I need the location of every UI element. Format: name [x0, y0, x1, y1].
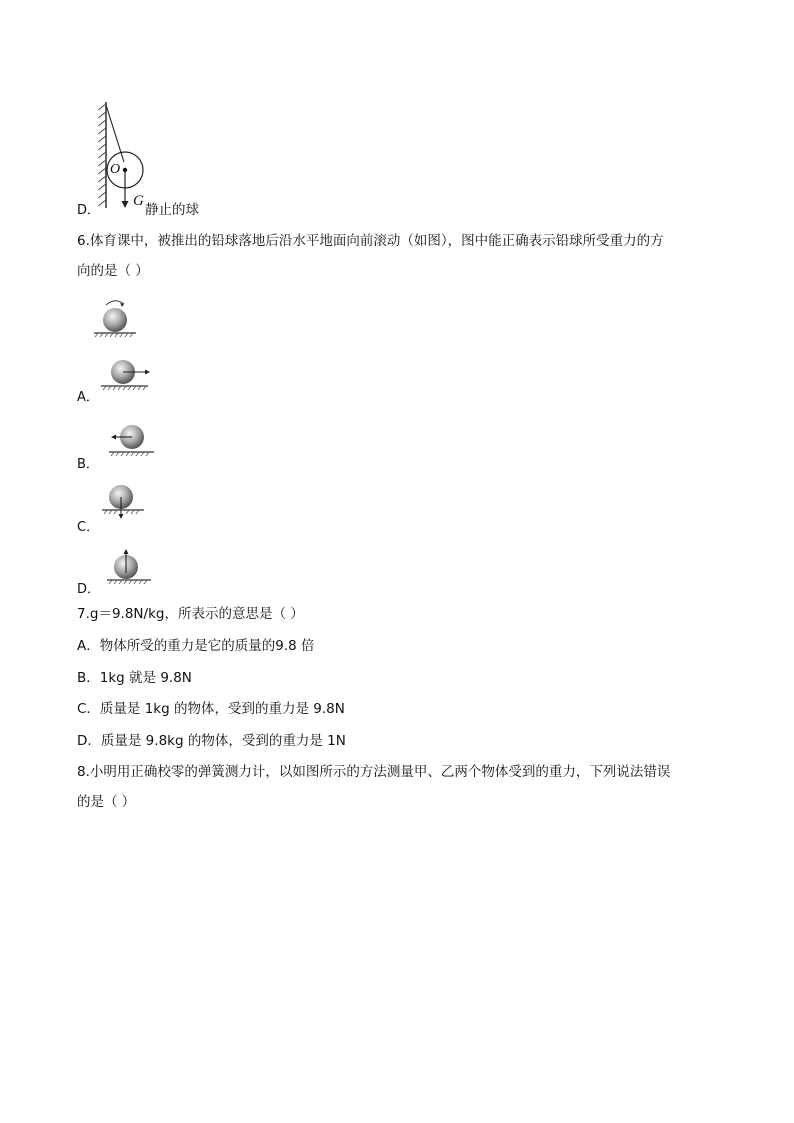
q5-force-label: G: [133, 193, 144, 209]
q7-option-c[interactable]: C．质量是 1kg 的物体，受到的重力是 9.8N: [77, 701, 345, 717]
q6-option-b-label: B．: [77, 457, 99, 472]
q6-option-a-figure[interactable]: [98, 356, 154, 392]
q6-option-d-figure[interactable]: [105, 545, 157, 587]
q6-option-d-label: D．: [77, 582, 101, 597]
q7-stem: 7.g＝9.8N/kg，所表示的意思是（ ）: [77, 606, 304, 622]
q6-option-c-label: C．: [77, 520, 100, 535]
q6-option-b-figure[interactable]: [106, 422, 158, 458]
q7-option-a[interactable]: A．物体所受的重力是它的质量的9.8 倍: [77, 638, 315, 654]
q5-figure-caption: 静止的球: [145, 202, 199, 218]
q6-option-a-label: A．: [77, 390, 99, 405]
q6-reference-figure: [92, 296, 142, 340]
q6-stem-line1: 6.体育课中，被推出的铅球落地后沿水平地面向前滚动（如图），图中能正确表示铅球所受重力的方: [77, 233, 664, 249]
q6-option-c-figure[interactable]: [100, 482, 150, 522]
q5-center-label: O: [110, 162, 121, 177]
q7-option-b[interactable]: B．1kg 就是 9.8N: [77, 670, 192, 686]
q8-stem-line2: 的是（ ）: [77, 794, 136, 810]
q5-option-d-label: D．: [77, 203, 101, 218]
q6-stem-line2: 向的是（ ）: [77, 263, 149, 279]
q7-option-d[interactable]: D．质量是 9.8kg 的物体，受到的重力是 1N: [77, 733, 346, 749]
q8-stem-line1: 8.小明用正确校零的弹簧测力计，以如图所示的方法测量甲、乙两个物体受到的重力，下列说法错误: [77, 764, 671, 780]
